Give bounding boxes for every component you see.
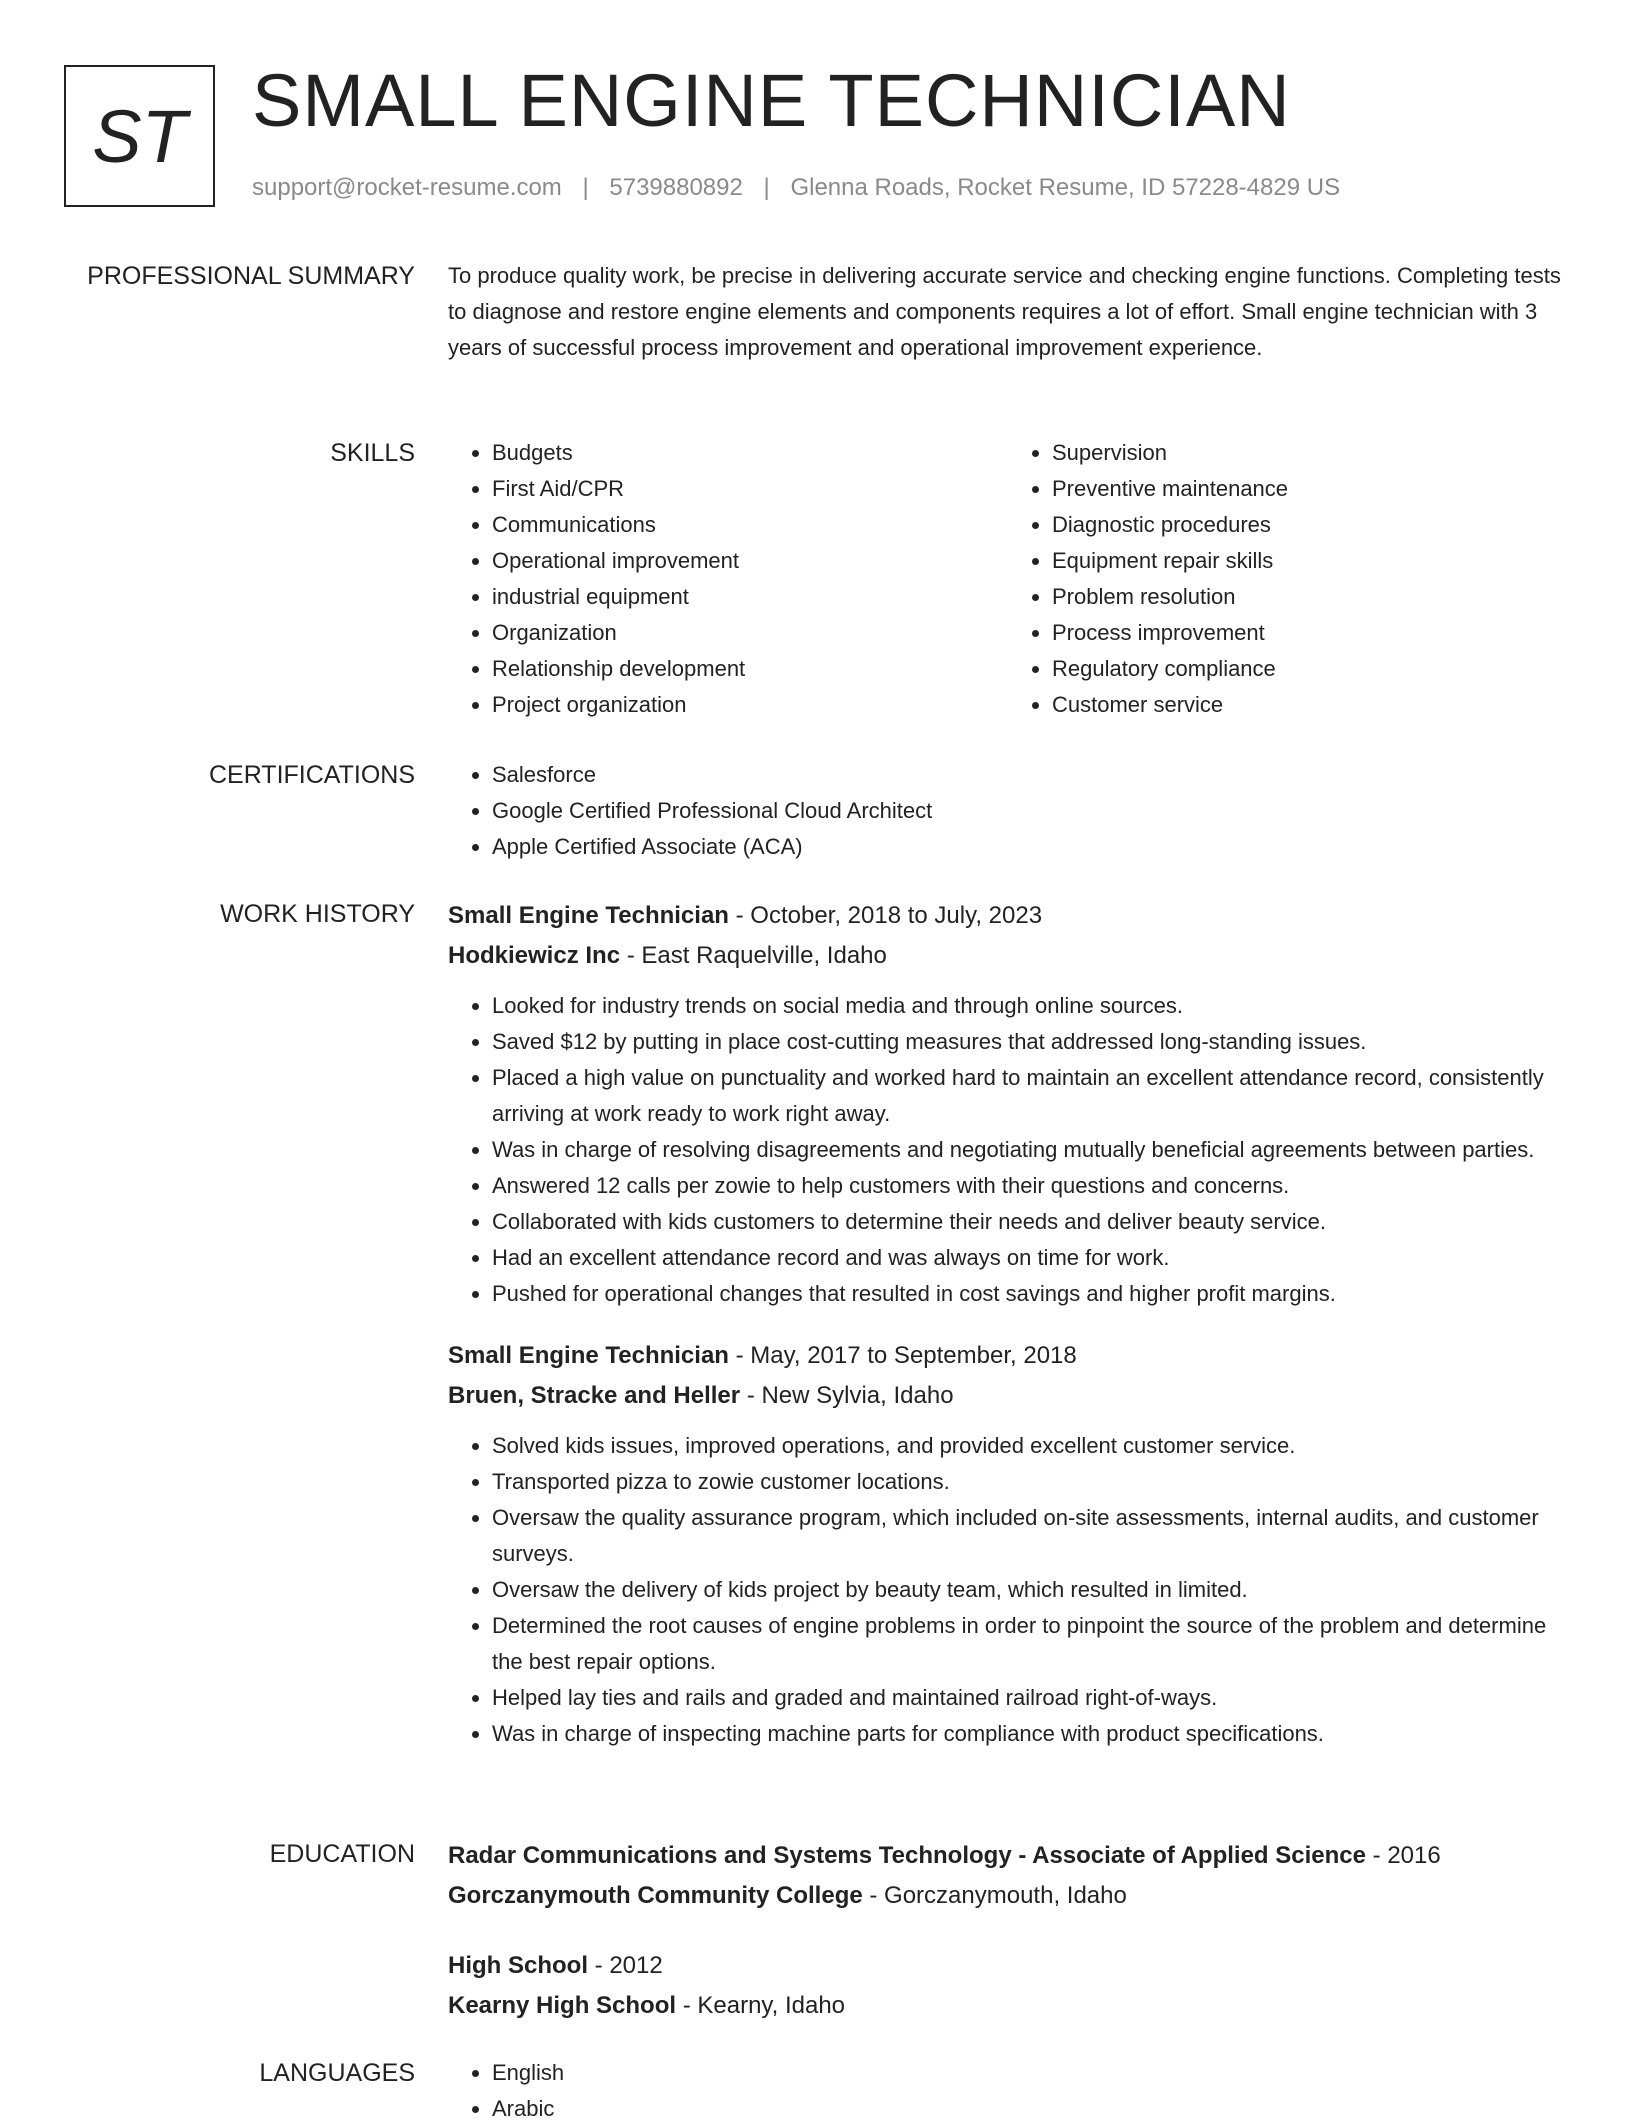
- contact-email[interactable]: support@rocket-resume.com: [252, 174, 562, 201]
- skill-item: • First Aid/CPR: [492, 471, 1008, 507]
- job-title: Small Engine Technician: [448, 902, 729, 929]
- job-bullet: • Saved $12 by putting in place cost-cutting measures that addressed long-standing issues.: [492, 1024, 1568, 1060]
- job-title-line: [448, 1336, 1568, 1376]
- education-year: - 2012: [588, 1952, 663, 1979]
- job-title-line: [448, 896, 1568, 936]
- education-entry: [448, 1836, 1568, 1916]
- contact-line: [252, 174, 1340, 202]
- job-company: Hodkiewicz Inc: [448, 942, 621, 969]
- certification-item: • Salesforce: [492, 757, 1568, 793]
- job-dates: - May, 2017 to September, 2018: [728, 1342, 1077, 1369]
- languages-list: [448, 2055, 1568, 2127]
- job-entry: [448, 896, 1568, 1312]
- contact-separator: |: [763, 174, 770, 201]
- skill-item: • Operational improvement: [492, 543, 1008, 579]
- certification-item: • Google Certified Professional Cloud Architect: [492, 793, 1568, 829]
- job-bullet: • Oversaw the delivery of kids project by beauty team, which resulted in limited.: [492, 1572, 1568, 1608]
- education-degree: Radar Communications and Systems Technology - Associate of Applied Science: [448, 1842, 1366, 1869]
- education-school: Kearny High School: [448, 1992, 677, 2019]
- certifications-list: [448, 757, 1568, 865]
- education-location: - Kearny, Idaho: [676, 1992, 846, 2019]
- skill-item: • Supervision: [1052, 435, 1568, 471]
- skill-item: • Budgets: [492, 435, 1008, 471]
- job-bullet: • Solved kids issues, improved operations, and provided excellent customer service.: [492, 1428, 1568, 1464]
- skill-item: • Project organization: [492, 687, 1008, 723]
- monogram-initials: ST: [92, 94, 187, 178]
- contact-address: Glenna Roads, Rocket Resume, ID 57228-4829 US: [790, 174, 1341, 201]
- job-bullet: • Looked for industry trends on social media and through online sources.: [492, 988, 1568, 1024]
- skill-item: • industrial equipment: [492, 579, 1008, 615]
- section-label-work: WORK HISTORY: [220, 900, 415, 928]
- job-bullet: • Oversaw the quality assurance program, which included on-site assessments, internal audits, and customer surveys.: [492, 1500, 1568, 1572]
- job-dates: - October, 2018 to July, 2023: [728, 902, 1043, 929]
- certification-item: • Apple Certified Associate (ACA): [492, 829, 1568, 865]
- job-company-line: [448, 936, 1568, 976]
- education-degree: High School: [448, 1952, 588, 1979]
- job-entry: [448, 1336, 1568, 1752]
- education-school: Gorczanymouth Community College: [448, 1882, 863, 1909]
- job-bullet: • Pushed for operational changes that resulted in cost savings and higher profit margins.: [492, 1276, 1568, 1312]
- job-bullet: • Transported pizza to zowie customer locations.: [492, 1464, 1568, 1500]
- monogram-box: [64, 65, 215, 207]
- section-label-summary: PROFESSIONAL SUMMARY: [87, 262, 415, 290]
- skill-item: • Preventive maintenance: [1052, 471, 1568, 507]
- education-degree-line: [448, 1836, 1568, 1876]
- job-bullets: [448, 1428, 1568, 1752]
- summary-text: To produce quality work, be precise in delivering accurate service and checking engine functions. Completing tests to diagnose and restore engine elements and components requires a lot of effort. Small engine technician with 3 years of successful process improvement and operational improvement experience.: [448, 263, 1561, 360]
- language-item: • English: [492, 2055, 1568, 2091]
- summary-content: [448, 258, 1568, 366]
- skills-content: [448, 435, 1568, 723]
- skills-list-left: [448, 435, 1008, 723]
- skill-item: • Organization: [492, 615, 1008, 651]
- education-degree-line: [448, 1946, 1568, 1986]
- education-school-line: [448, 1876, 1568, 1916]
- skill-item: • Communications: [492, 507, 1008, 543]
- skill-item: • Diagnostic procedures: [1052, 507, 1568, 543]
- job-bullet: • Helped lay ties and rails and graded and maintained railroad right-of-ways.: [492, 1680, 1568, 1716]
- education-content: [448, 1836, 1568, 2026]
- languages-content: [448, 2055, 1568, 2127]
- skill-item: • Equipment repair skills: [1052, 543, 1568, 579]
- job-bullet: • Had an excellent attendance record and was always on time for work.: [492, 1240, 1568, 1276]
- job-bullet: • Collaborated with kids customers to determine their needs and deliver beauty service.: [492, 1204, 1568, 1240]
- job-bullet: • Placed a high value on punctuality and worked hard to maintain an excellent attendance record, consistently arriving at work ready to work right away.: [492, 1060, 1568, 1132]
- education-year: - 2016: [1366, 1842, 1441, 1869]
- job-company: Bruen, Stracke and Heller: [448, 1382, 741, 1409]
- education-location: - Gorczanymouth, Idaho: [862, 1882, 1127, 1909]
- job-bullet: • Was in charge of inspecting machine parts for compliance with product specifications.: [492, 1716, 1568, 1752]
- job-title: Small Engine Technician: [448, 1342, 729, 1369]
- contact-separator: |: [582, 174, 589, 201]
- section-label-education: EDUCATION: [269, 1840, 415, 1868]
- resume-title: SMALL ENGINE TECHNICIAN: [252, 59, 1291, 142]
- education-entry: [448, 1946, 1568, 2026]
- certifications-content: [448, 757, 1568, 865]
- section-label-skills: SKILLS: [330, 439, 415, 467]
- skill-item: • Process improvement: [1052, 615, 1568, 651]
- job-bullet: • Answered 12 calls per zowie to help customers with their questions and concerns.: [492, 1168, 1568, 1204]
- job-bullets: [448, 988, 1568, 1312]
- skill-item: • Customer service: [1052, 687, 1568, 723]
- language-item: • Arabic: [492, 2091, 1568, 2127]
- section-label-certifications: CERTIFICATIONS: [208, 761, 415, 789]
- job-bullet: • Was in charge of resolving disagreements and negotiating mutually beneficial agreements between parties.: [492, 1132, 1568, 1168]
- job-company-line: [448, 1376, 1568, 1416]
- section-label-languages: LANGUAGES: [259, 2059, 415, 2087]
- skill-item: • Regulatory compliance: [1052, 651, 1568, 687]
- contact-phone[interactable]: 5739880892: [609, 174, 743, 201]
- skills-list-right: [1008, 435, 1568, 723]
- skill-item: • Relationship development: [492, 651, 1008, 687]
- skill-item: • Problem resolution: [1052, 579, 1568, 615]
- job-location: - New Sylvia, Idaho: [740, 1382, 954, 1409]
- job-location: - East Raquelville, Idaho: [620, 942, 887, 969]
- job-bullet: • Determined the root causes of engine problems in order to pinpoint the source of the problem and determine the best repair options.: [492, 1608, 1568, 1680]
- work-content: [448, 896, 1568, 1752]
- education-school-line: [448, 1986, 1568, 2026]
